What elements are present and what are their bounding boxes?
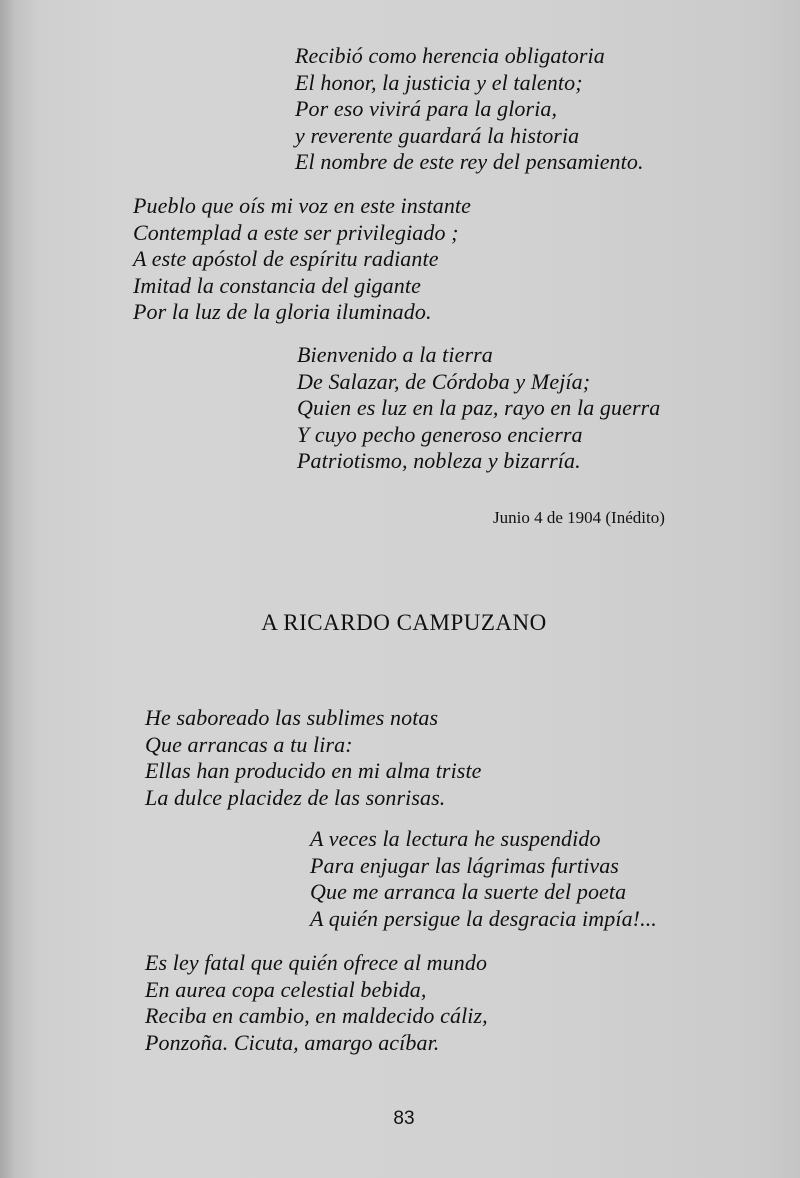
verse-line: y reverente guardará la historia (295, 122, 580, 148)
verse-line: Patriotismo, nobleza y bizarría. (297, 448, 581, 473)
verse-line: El honor, la justicia y el talento; (295, 69, 583, 95)
verse-line: Y cuyo pecho generoso encierra (297, 421, 583, 447)
verse-line: Ellas han producido en mi alma triste (145, 758, 482, 783)
verse-line: A quién persigue la desgracia impía!... (310, 905, 657, 931)
poem-title: A RICARDO CAMPUZANO (261, 610, 547, 635)
stanza-6 (145, 950, 488, 1056)
verse-line: La dulce placidez de las sonrisas. (145, 784, 446, 810)
verse-line: De Salazar, de Córdoba y Mejía; (297, 368, 591, 394)
page-number: 83 (393, 1108, 415, 1129)
verse-line: Imitad la constancia del gigante (133, 272, 421, 298)
verse-line: El nombre de este rey del pensamiento. (295, 149, 644, 174)
verse-line: Por eso vivirá para la gloria, (295, 96, 558, 121)
stanza-2 (133, 193, 471, 326)
verse-line: A veces la lectura he suspendido (310, 826, 601, 851)
verse-line: Que me arranca la suerte del poeta (310, 879, 627, 904)
stanza-1 (295, 43, 644, 176)
date-note: Junio 4 de 1904 (Inédito) (493, 508, 665, 527)
verse-line: En aurea copa celestial bebida, (145, 976, 427, 1002)
verse-line: Ponzoña. Cicuta, amargo acíbar. (145, 1029, 440, 1055)
stanza-4 (145, 705, 482, 811)
verse-line: Bienvenido a la tierra (297, 342, 493, 367)
verse-line: A este apóstol de espíritu radiante (133, 246, 439, 271)
verse-line: Es ley fatal que quién ofrece al mundo (145, 950, 488, 975)
verse-line: Para enjugar las lágrimas furtivas (310, 852, 619, 878)
stanza-3 (297, 342, 660, 475)
verse-line: Por la luz de la gloria iluminado. (133, 299, 432, 324)
verse-line: Quien es luz en la paz, rayo en la guerra (297, 395, 661, 420)
verse-line: Recibió como herencia obligatoria (295, 43, 605, 68)
verse-line: Pueblo que oís mi voz en este instante (133, 193, 472, 218)
verse-line: He saboreado las sublimes notas (145, 705, 439, 730)
stanza-5 (310, 826, 657, 932)
verse-line: Contemplad a este ser privilegiado ; (133, 219, 459, 245)
verse-line: Reciba en cambio, en maldecido cáliz, (145, 1003, 488, 1028)
page-edge-shadow (0, 0, 14, 1178)
verse-line: Que arrancas a tu lira: (145, 731, 353, 757)
